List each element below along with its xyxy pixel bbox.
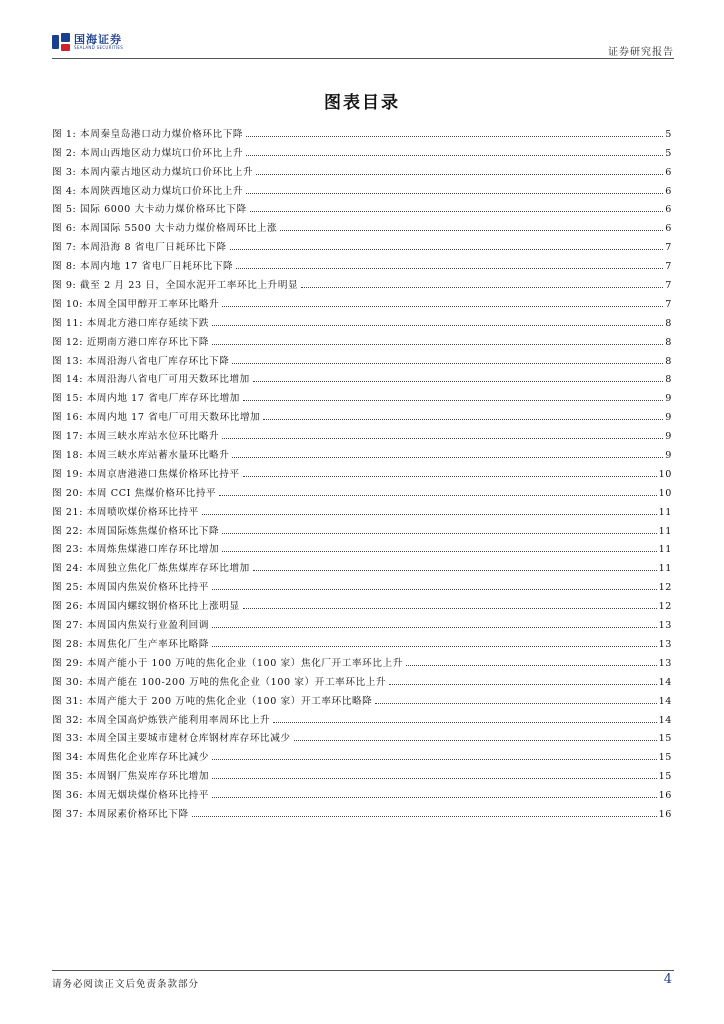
dot-leader — [375, 703, 656, 704]
footer-disclaimer: 请务必阅读正文后免责条款部分 — [52, 979, 200, 990]
figure-page-number: 14 — [658, 676, 672, 688]
dot-leader — [212, 589, 657, 590]
figure-page-number: 9 — [665, 431, 672, 443]
figure-page-number: 15 — [658, 752, 672, 764]
page-title: 图表目录 — [324, 93, 400, 113]
header-divider — [52, 58, 674, 59]
dot-leader — [212, 325, 663, 326]
figure-title: 图 2: 本周山西地区动力煤坑口价环比上升 — [52, 147, 244, 159]
figure-page-number: 9 — [665, 412, 672, 424]
figure-list-item[interactable] — [52, 385, 672, 404]
dot-leader — [253, 570, 657, 571]
figure-list-item[interactable] — [52, 310, 672, 329]
figure-title: 图 32: 本周全国高炉炼铁产能利用率周环比上升 — [52, 714, 271, 726]
figure-list-item[interactable] — [52, 782, 672, 801]
figure-title: 图 19: 本周京唐港港口焦煤价格环比持平 — [52, 468, 240, 480]
figure-list-item[interactable] — [52, 744, 672, 763]
figure-title: 图 30: 本周产能在 100-200 万吨的焦化企业（100 家）开工率环比上升 — [52, 676, 387, 688]
figure-title: 图 9: 截至 2 月 23 日，全国水泥开工率环比上升明显 — [52, 280, 299, 292]
figure-title: 图 35: 本周钢厂焦炭库存环比增加 — [52, 771, 210, 783]
figure-page-number: 8 — [665, 336, 672, 348]
dot-leader — [232, 363, 663, 364]
figure-page-number: 11 — [658, 544, 672, 556]
figure-page-number: 12 — [658, 601, 672, 613]
figure-list-item[interactable] — [52, 631, 672, 650]
dot-leader — [212, 778, 657, 779]
figure-title: 图 1: 本周秦皇岛港口动力煤价格环比下降 — [52, 128, 244, 140]
figure-page-number: 6 — [665, 185, 672, 197]
figure-title: 图 21: 本周喷吹煤价格环比持平 — [52, 506, 199, 518]
dot-leader — [212, 344, 663, 345]
brand-logo-icon — [52, 33, 70, 51]
figure-title: 图 14: 本周沿海八省电厂可用天数环比增加 — [52, 374, 250, 386]
dot-leader — [230, 249, 664, 250]
brand-name-en: SEALAND SECURITIES — [74, 45, 124, 50]
dot-leader — [263, 419, 663, 420]
figure-list-item[interactable] — [52, 518, 672, 537]
figure-page-number: 14 — [658, 714, 672, 726]
dot-leader — [236, 268, 663, 269]
figure-title: 图 28: 本周焦化厂生产率环比略降 — [52, 638, 210, 650]
figure-list-item[interactable] — [52, 348, 672, 367]
figure-title: 图 36: 本周无烟块煤价格环比持平 — [52, 790, 210, 802]
dot-leader — [280, 230, 663, 231]
dot-leader — [212, 759, 657, 760]
dot-leader — [301, 287, 663, 288]
figure-title: 图 37: 本周尿素价格环比下降 — [52, 808, 189, 820]
dot-leader — [212, 797, 657, 798]
figure-list-item[interactable] — [52, 159, 672, 178]
figure-title: 图 7: 本周沿海 8 省电厂日耗环比下降 — [52, 242, 227, 254]
figure-list-item[interactable] — [52, 763, 672, 782]
figure-list-item[interactable] — [52, 688, 672, 707]
figure-title: 图 31: 本周产能大于 200 万吨的焦化企业（100 家）开工率环比略降 — [52, 695, 373, 707]
figure-title: 图 13: 本周沿海八省电厂库存环比下降 — [52, 355, 230, 367]
figure-list-item[interactable] — [52, 442, 672, 461]
dot-leader — [246, 193, 663, 194]
figure-page-number: 15 — [658, 771, 672, 783]
figure-list-item[interactable] — [52, 253, 672, 272]
figure-list-item[interactable] — [52, 801, 672, 820]
figure-page-number: 8 — [665, 355, 672, 367]
figure-page-number: 12 — [658, 582, 672, 594]
brand-logo-text — [74, 34, 123, 50]
figure-page-number: 11 — [658, 563, 672, 575]
figure-page-number: 6 — [665, 204, 672, 216]
dot-leader — [222, 533, 656, 534]
dot-leader — [246, 155, 663, 156]
figure-page-number: 8 — [665, 374, 672, 386]
dot-leader — [253, 381, 663, 382]
figure-title: 图 8: 本周内地 17 省电厂日耗环比下降 — [52, 261, 234, 273]
figure-page-number: 10 — [658, 487, 672, 499]
dot-leader — [256, 174, 663, 175]
figure-title: 图 4: 本周陕西地区动力煤坑口价环比上升 — [52, 185, 244, 197]
figure-page-number: 9 — [665, 450, 672, 462]
footer-divider — [52, 970, 674, 971]
figure-list-item[interactable] — [52, 367, 672, 386]
figure-list-item[interactable] — [52, 726, 672, 745]
figure-page-number: 14 — [658, 695, 672, 707]
figure-page-number: 7 — [665, 298, 672, 310]
dot-leader — [222, 438, 663, 439]
figure-page-number: 11 — [658, 506, 672, 518]
figure-list-item[interactable] — [52, 461, 672, 480]
figure-title: 图 27: 本周国内焦炭行业盈利回调 — [52, 620, 210, 632]
figure-list-item[interactable] — [52, 329, 672, 348]
figure-list-item[interactable] — [52, 574, 672, 593]
figure-title: 图 10: 本周全国甲醇开工率环比略升 — [52, 298, 220, 310]
figure-title: 图 15: 本周内地 17 省电厂库存环比增加 — [52, 393, 240, 405]
figure-page-number: 16 — [658, 808, 672, 820]
dot-leader — [192, 816, 657, 817]
dot-leader — [243, 400, 663, 401]
figure-list-item[interactable] — [52, 669, 672, 688]
figure-title: 图 12: 近期南方港口库存环比下降 — [52, 336, 210, 348]
figure-title: 图 18: 本周三峡水库站蓄水量环比略升 — [52, 450, 230, 462]
figure-page-number: 8 — [665, 317, 672, 329]
figure-list-item[interactable] — [52, 197, 672, 216]
figure-list-item[interactable] — [52, 404, 672, 423]
figure-page-number: 6 — [665, 166, 672, 178]
dot-leader — [273, 722, 656, 723]
figure-page-number: 7 — [665, 242, 672, 254]
figure-page-number: 7 — [665, 261, 672, 273]
figure-title: 图 25: 本周国内焦炭价格环比持平 — [52, 582, 210, 594]
figure-list-item[interactable] — [52, 499, 672, 518]
figure-page-number: 16 — [658, 790, 672, 802]
dot-leader — [250, 211, 664, 212]
figure-title: 图 34: 本周焦化企业库存环比减少 — [52, 752, 210, 764]
dot-leader — [222, 551, 656, 552]
figure-list-item[interactable] — [52, 593, 672, 612]
figure-title: 图 6: 本周国际 5500 大卡动力煤价格周环比上涨 — [52, 223, 278, 235]
figure-title: 图 3: 本周内蒙古地区动力煤坑口价环比上升 — [52, 166, 254, 178]
dot-leader — [246, 136, 663, 137]
dot-leader — [232, 457, 663, 458]
brand-logo — [52, 30, 123, 54]
footer-page-number: 4 — [663, 972, 672, 987]
dot-leader — [219, 495, 656, 496]
figure-page-number: 9 — [665, 393, 672, 405]
figure-page-number: 13 — [658, 620, 672, 632]
figure-list-item[interactable] — [52, 215, 672, 234]
figure-page-number: 5 — [665, 147, 672, 159]
figure-list-item[interactable] — [52, 178, 672, 197]
figure-page-number: 11 — [658, 525, 672, 537]
figure-list-item[interactable] — [52, 272, 672, 291]
dot-leader — [202, 514, 657, 515]
figure-title: 图 29: 本周产能小于 100 万吨的焦化企业（100 家）焦化厂开工率环比上升 — [52, 657, 403, 669]
figure-list-item[interactable] — [52, 480, 672, 499]
figure-list-item[interactable] — [52, 537, 672, 556]
dot-leader — [406, 665, 657, 666]
dot-leader — [294, 740, 657, 741]
figure-list-item[interactable] — [52, 140, 672, 159]
figure-list-item[interactable] — [52, 234, 672, 253]
dot-leader — [212, 627, 657, 628]
dot-leader — [243, 476, 657, 477]
figure-list-item[interactable] — [52, 612, 672, 631]
figure-title: 图 20: 本周 CCI 焦煤价格环比持平 — [52, 487, 217, 499]
report-type-label: 证券研究报告 — [608, 47, 674, 58]
figure-list — [52, 121, 672, 820]
figure-title: 图 23: 本周炼焦煤港口库存环比增加 — [52, 544, 220, 556]
figure-page-number: 6 — [665, 223, 672, 235]
figure-title: 图 33: 本周全国主要城市建材仓库钢材库存环比减少 — [52, 733, 291, 745]
brand-name-cn: 国海证券 — [74, 33, 122, 46]
figure-page-number: 13 — [658, 657, 672, 669]
dot-leader — [243, 608, 657, 609]
figure-list-item[interactable] — [52, 291, 672, 310]
figure-page-number: 13 — [658, 638, 672, 650]
figure-title: 图 22: 本周国际炼焦煤价格环比下降 — [52, 525, 220, 537]
figure-title: 图 16: 本周内地 17 省电厂可用天数环比增加 — [52, 412, 261, 424]
figure-list-item[interactable] — [52, 423, 672, 442]
figure-title: 图 17: 本周三峡水库站水位环比略升 — [52, 431, 220, 443]
figure-page-number: 5 — [665, 128, 672, 140]
figure-title: 图 11: 本周北方港口库存延续下跌 — [52, 317, 210, 329]
figure-list-item[interactable] — [52, 555, 672, 574]
figure-list-item[interactable] — [52, 650, 672, 669]
figure-title: 图 5: 国际 6000 大卡动力煤价格环比下降 — [52, 204, 247, 216]
dot-leader — [212, 646, 657, 647]
figure-page-number: 7 — [665, 280, 672, 292]
dot-leader — [389, 684, 656, 685]
figure-page-number: 15 — [658, 733, 672, 745]
page-header — [52, 30, 674, 60]
figure-title: 图 26: 本周国内螺纹钢价格环比上涨明显 — [52, 601, 240, 613]
figure-list-item[interactable] — [52, 707, 672, 726]
dot-leader — [222, 306, 663, 307]
figure-page-number: 10 — [658, 468, 672, 480]
figure-title: 图 24: 本周独立焦化厂炼焦煤库存环比增加 — [52, 563, 250, 575]
figure-list-item[interactable] — [52, 121, 672, 140]
